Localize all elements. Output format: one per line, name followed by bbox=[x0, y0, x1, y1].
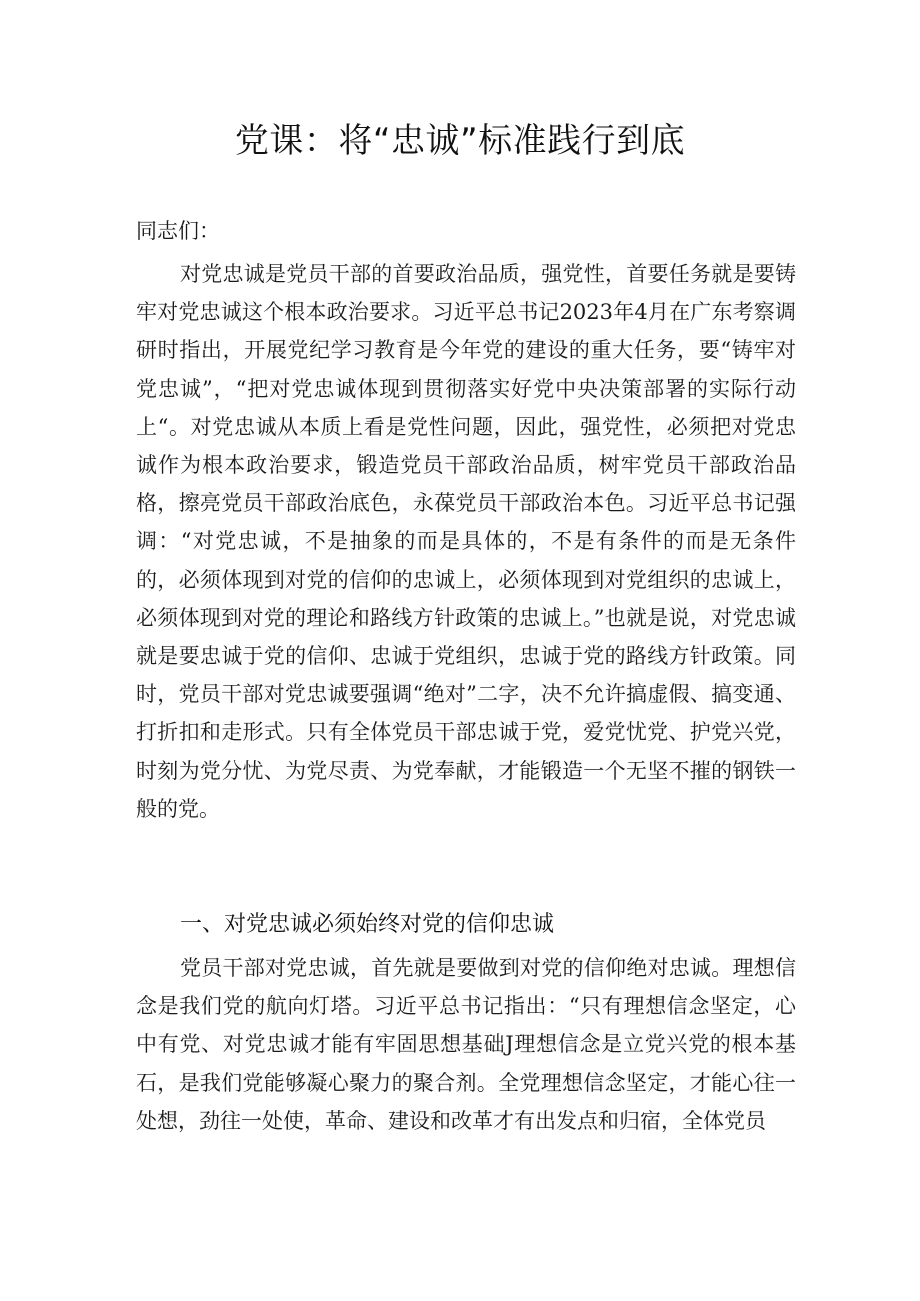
document-title: 党课：将“忠诚”标准践行到底 bbox=[234, 121, 686, 161]
section-heading-1: 一、对党忠诚必须始终对党的信仰忠诚 bbox=[180, 912, 555, 937]
paragraph-section-1: 党员干部对党忠诚，首先就是要做到对党的信仰绝对忠诚。理想信念是我们党的航向灯塔。习近平总书记指出：“只有理想信念坚定，心中有党、对党忠诚才能有牢固思想基础J理想信念是立党兴党的根本基石，是我们党能够凝心聚力的聚合剂。全党理想信念坚定，才能心往一处想，劲往一处使，革命、建设和改革才有出发点和归宿，全体党员 bbox=[136, 956, 796, 1133]
salutation: 同志们： bbox=[136, 219, 220, 243]
paragraph-intro: 对党忠诚是党员干部的首要政治品质，强党性，首要任务就是要铸牢对党忠诚这个根本政治要求。习近平总书记2023年4月在广东考察调研时指出，开展党纪学习教育是今年党的建设的重大任务，要“铸牢对党忠诚”，“把对党忠诚体现到贯彻落实好党中央决策部署的实际行动上“。对党忠诚从本质上看是党性问题，因此，强党性，必须把对党忠诚作为根本政治要求，锻造党员干部政治品质，树牢党员干部政治品格，擦亮党员干部政治底色，永葆党员干部政治本色。习近平总书记强调：“对党忠诚，不是抽象的而是具体的，不是有条件的而是无条件的，必须体现到对党的信仰的忠诚上，必须体现到对党组织的忠诚上，必须体现到对党的理论和路线方针政策的忠诚上。”也就是说，对党忠诚就是要忠诚于党的信仰、忠诚于党组织，忠诚于党的路线方针政策。同时，党员干部对党忠诚要强调“绝对”二字，决不允许搞虚假、搞变通、打折扣和走形式。只有全体党员干部忠诚于党，爱党忧党、护党兴党，时刻为党分忧、为党尽责、为党奉献，才能锻造一个无坚不摧的钢铁一般的党。 bbox=[136, 262, 796, 821]
